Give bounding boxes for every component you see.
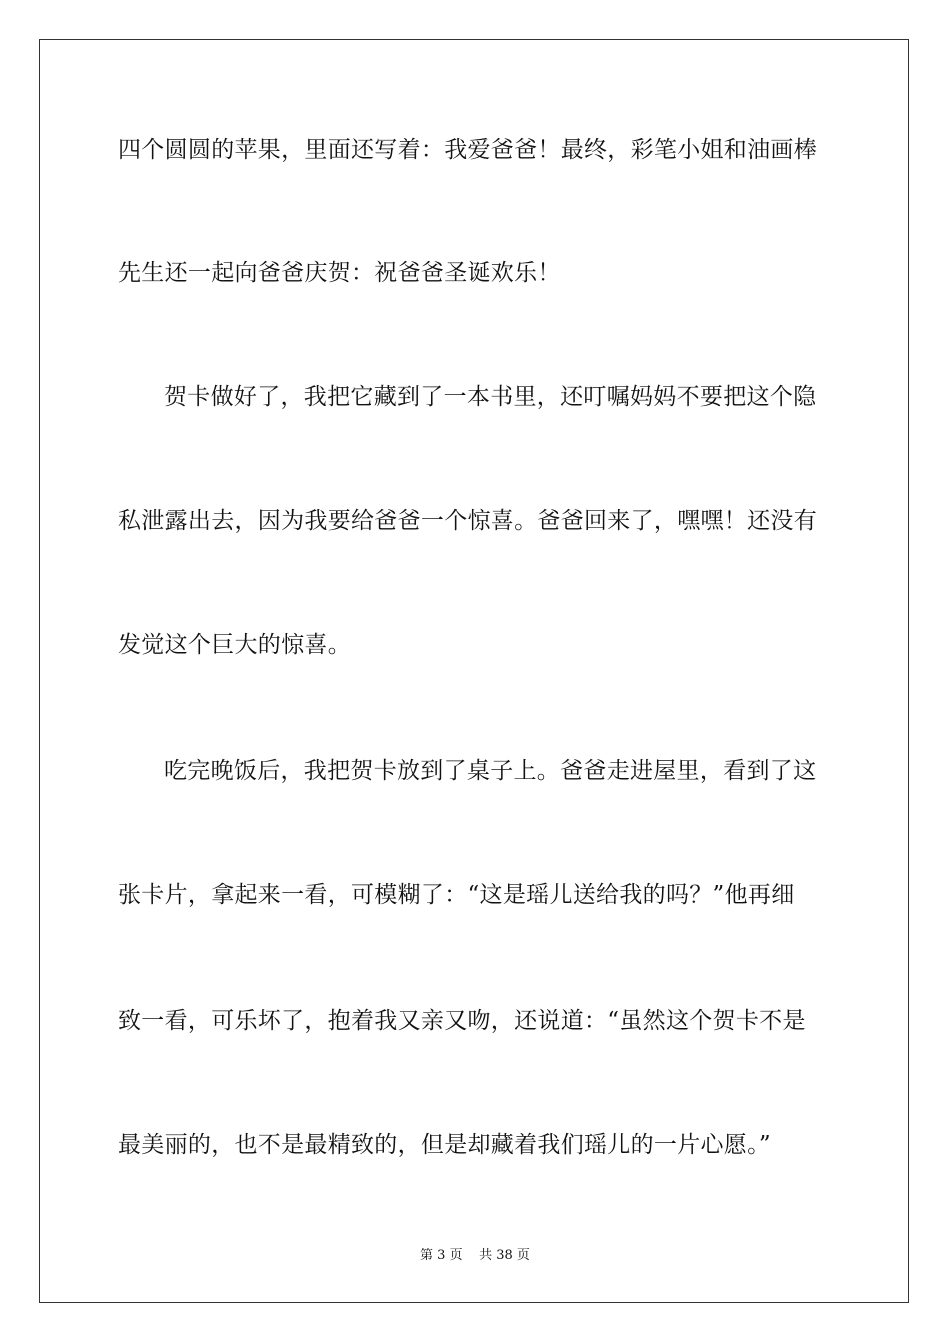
body-line-8: 致一看，可乐坏了，抱着我又亲又吻，还说道：“虽然这个贺卡不是 <box>118 1008 806 1034</box>
body-line-4: 私泄露出去，因为我要给爸爸一个惊喜。爸爸回来了，嘿嘿！还没有 <box>118 508 817 534</box>
page-border <box>39 39 909 1303</box>
body-line-9: 最美丽的，也不是最精致的，但是却藏着我们瑶儿的一片心愿。” <box>118 1132 771 1158</box>
body-line-2: 先生还一起向爸爸庆贺：祝爸爸圣诞欢乐！ <box>118 260 561 286</box>
page-footer <box>0 1247 950 1265</box>
body-line-7: 张卡片，拿起来一看，可模糊了：“这是瑶儿送给我的吗？”他再细 <box>118 882 795 908</box>
body-line-6: 吃完晚饭后，我把贺卡放到了桌子上。爸爸走进屋里，看到了这 <box>164 758 817 784</box>
page-total: 共 38 页 <box>479 1248 530 1263</box>
body-line-3: 贺卡做好了，我把它藏到了一本书里，还叮嘱妈妈不要把这个隐 <box>164 384 817 410</box>
body-line-5: 发觉这个巨大的惊喜。 <box>118 632 351 658</box>
page-number: 第 3 页 <box>420 1248 463 1263</box>
body-line-1: 四个圆圆的苹果，里面还写着：我爱爸爸！最终，彩笔小姐和油画棒 <box>118 137 817 163</box>
